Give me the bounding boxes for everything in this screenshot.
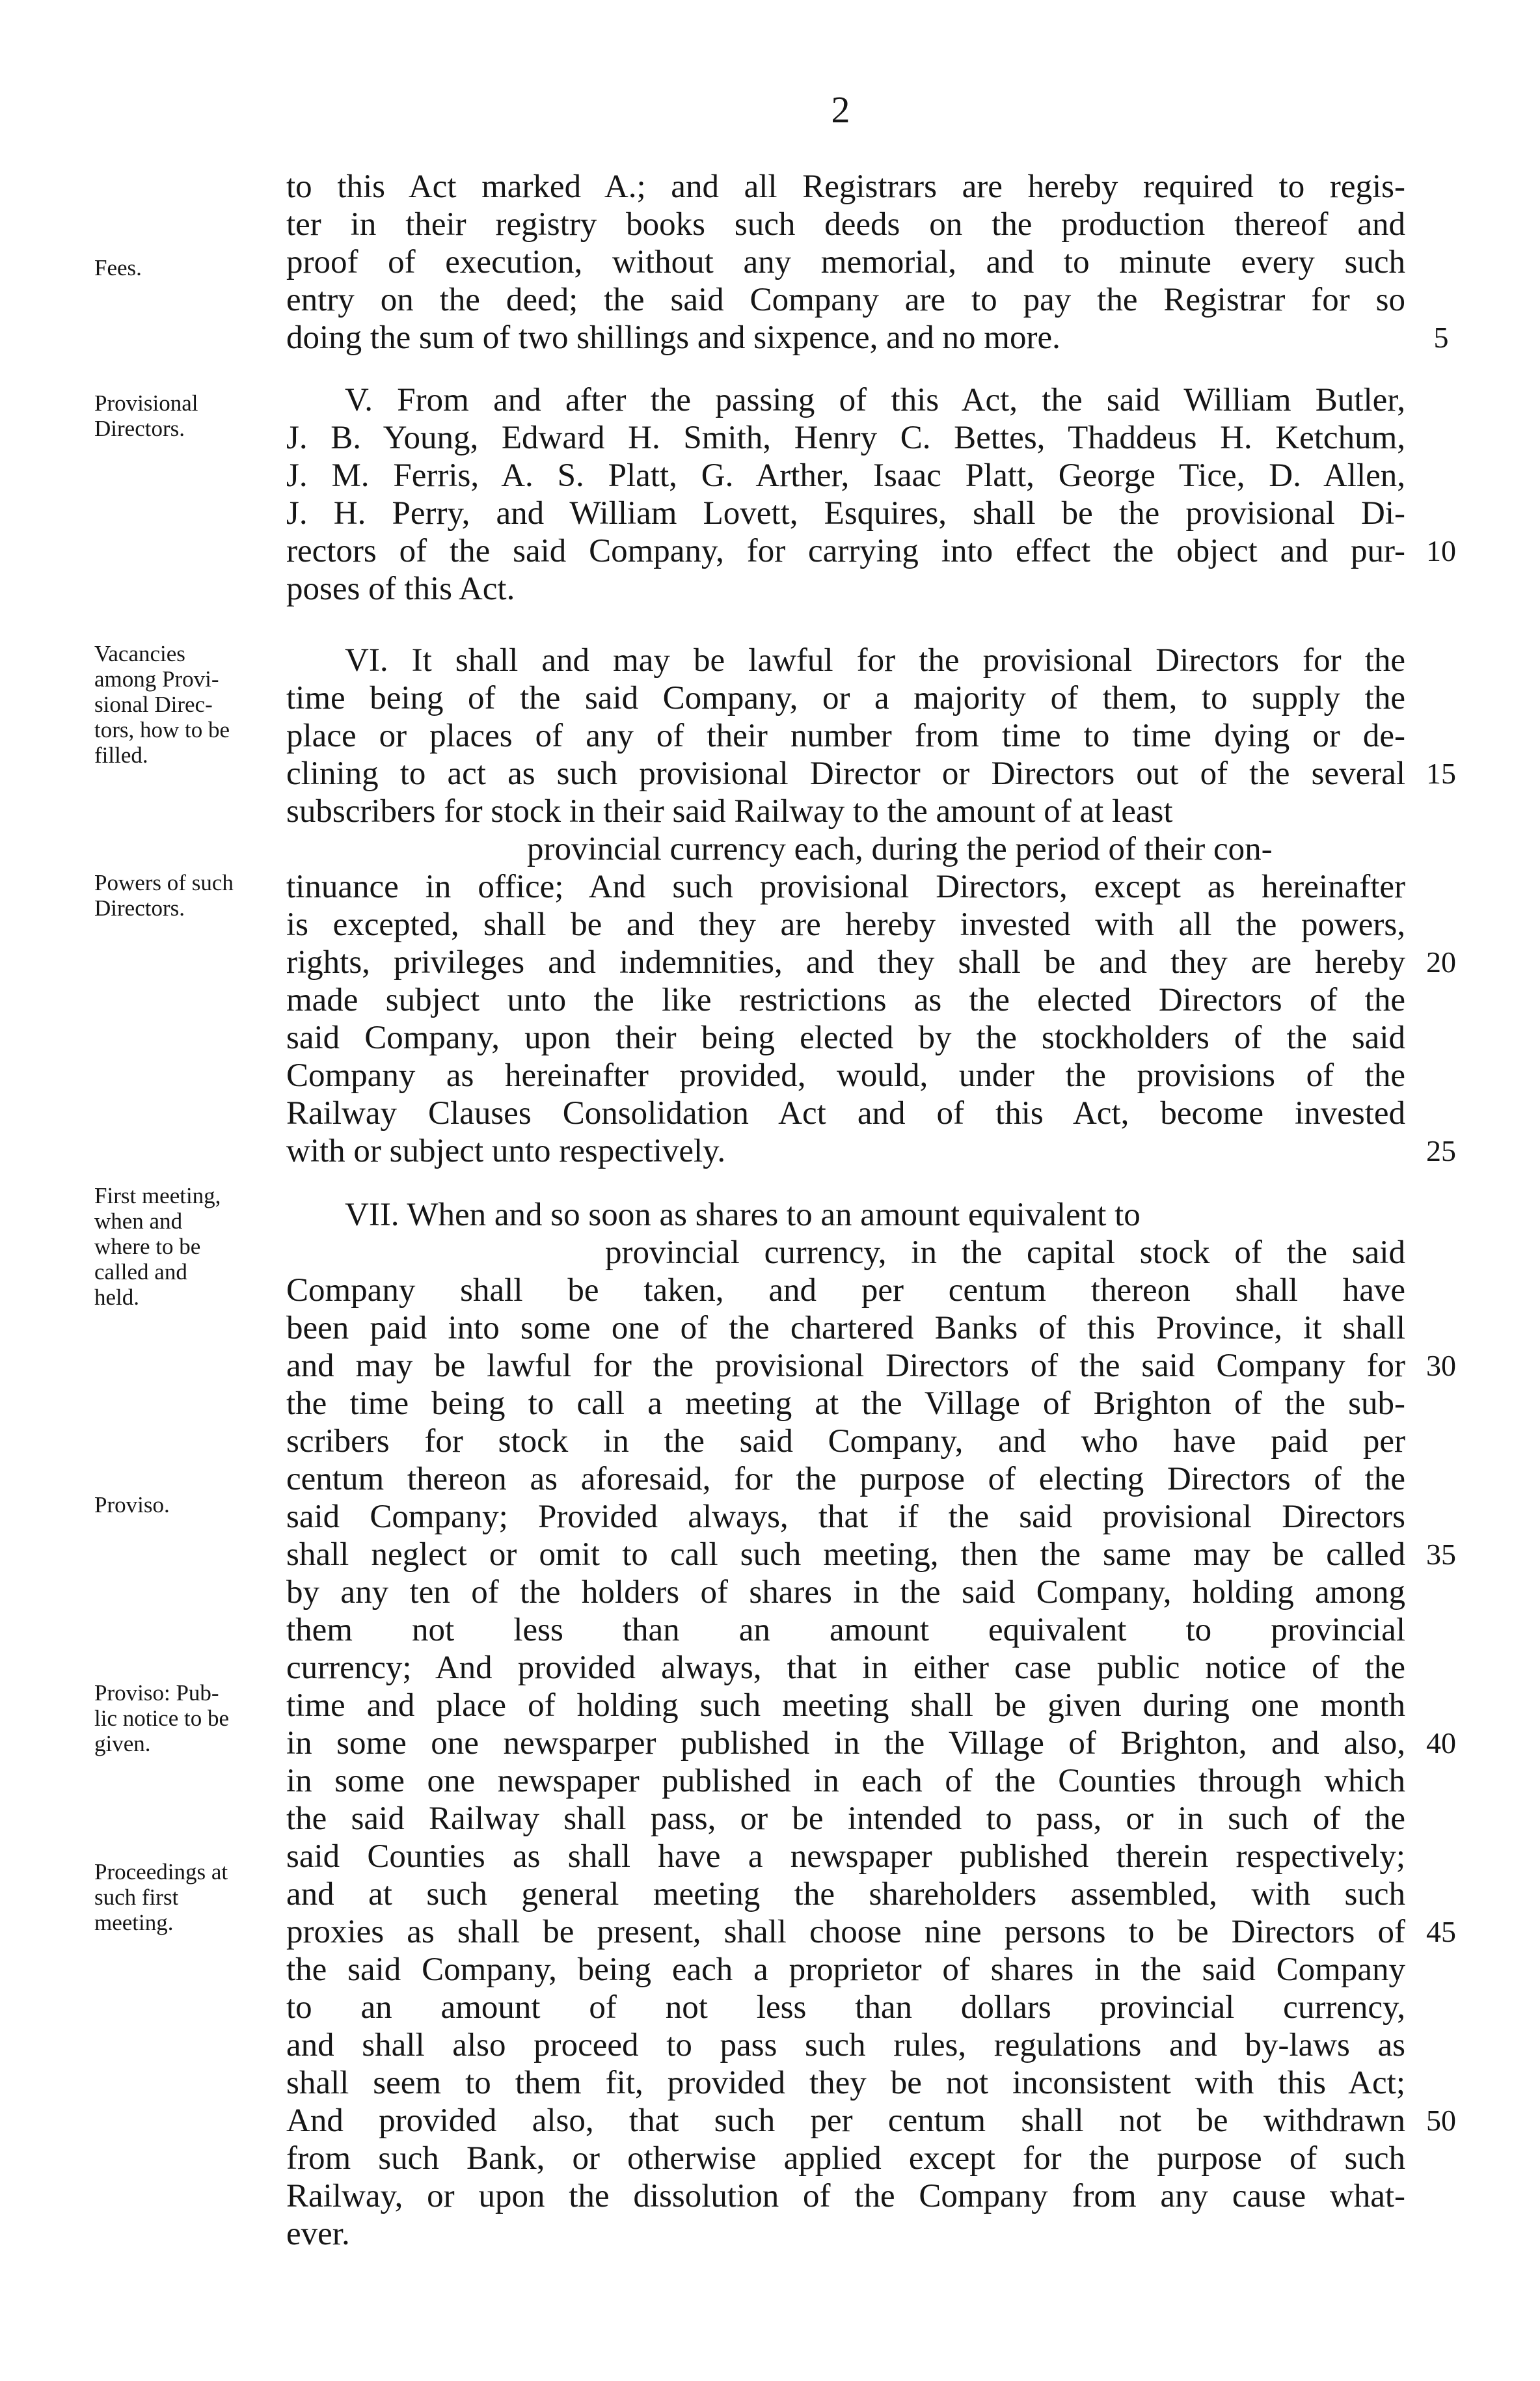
text-line: rights, privileges and indemnities, and they shall be and they are hereby xyxy=(286,944,1405,981)
text-line: them not less than an amount equivalent to provincial xyxy=(286,1612,1405,1648)
margin-note-powers xyxy=(94,870,234,921)
text-line: rectors of the said Company, for carrying into effect the object and pur- xyxy=(286,533,1405,569)
text-line: time and place of holding such meeting shall be given during one month xyxy=(286,1687,1405,1724)
text-line: been paid into some one of the chartered Banks of this Province, it shall xyxy=(286,1310,1405,1346)
text-line: Railway Clauses Consolidation Act and of this Act, become invested xyxy=(286,1095,1405,1132)
text-line: Company as hereinafter provided, would, under the provisions of the xyxy=(286,1057,1405,1094)
margin-note-line: among Provi- xyxy=(94,666,219,692)
text-line: made subject unto the like restrictions as the elected Directors of the xyxy=(286,982,1405,1018)
margin-note-line: filled. xyxy=(94,742,148,768)
margin-note-line: when and xyxy=(94,1208,183,1234)
text-line: shall seem to them fit, provided they be not inconsistent with this Act; xyxy=(286,2065,1405,2101)
margin-note-line: meeting. xyxy=(94,1910,174,1935)
margin-note-line: held. xyxy=(94,1285,140,1310)
text-line: tinuance in office; And such provisional Directors, except as hereinafter xyxy=(286,869,1405,905)
page-number: 2 xyxy=(831,88,850,131)
text-line: in some one newspaper published in each of the Counties through which xyxy=(286,1763,1405,1799)
text-line: Railway, or upon the dissolution of the Company from any cause what- xyxy=(286,2178,1405,2214)
text-line: Company shall be taken, and per centum thereon shall have xyxy=(286,1272,1405,1309)
text-line: centum thereon as aforesaid, for the purpose of electing Directors of the xyxy=(286,1461,1405,1497)
text-line: clining to act as such provisional Director or Directors out of the several xyxy=(286,755,1405,792)
margin-note-line: tors, how to be xyxy=(94,717,230,742)
text-line: and shall also proceed to pass such rules, regulations and by-laws as xyxy=(286,2027,1405,2063)
text-line: proxies as shall be present, shall choose nine persons to be Directors of xyxy=(286,1914,1405,1950)
margin-note-proviso-notice xyxy=(94,1680,229,1756)
text-line: place or places of any of their number from time to time dying or de- xyxy=(286,718,1405,754)
text-line: ever. xyxy=(286,2216,350,2252)
margin-note-line: sional Direc- xyxy=(94,692,213,717)
text-line: J. M. Ferris, A. S. Platt, G. Arther, Isaac Platt, George Tice, D. Allen, xyxy=(286,457,1405,494)
text-line: to this Act marked A.; and all Registrars are hereby required to regis- xyxy=(286,169,1405,205)
line-number: 50 xyxy=(1426,2104,1456,2137)
text-line: doing the sum of two shillings and sixpence, and no more. xyxy=(286,320,1060,356)
line-number: 35 xyxy=(1426,1538,1456,1571)
line-number: 40 xyxy=(1426,1726,1456,1760)
margin-note-line: Proviso: Pub- xyxy=(94,1680,219,1706)
text-line: the said Company, being each a proprietor of shares in the said Company xyxy=(286,1952,1405,1988)
line-number: 20 xyxy=(1426,946,1456,979)
margin-note-line: Provisional xyxy=(94,390,198,416)
text-line: entry on the deed; the said Company are to pay the Registrar for so xyxy=(286,282,1405,318)
margin-note-line: called and xyxy=(94,1259,187,1285)
line-number: 25 xyxy=(1426,1134,1456,1167)
section-v-start: V. From and after the passing of this Act, the said William Butler, xyxy=(345,382,1405,418)
margin-note-provisional-directors xyxy=(94,390,198,441)
margin-note-proviso xyxy=(94,1492,170,1517)
text-line: said Counties as shall have a newspaper published therein respectively; xyxy=(286,1838,1405,1875)
text-line: and at such general meeting the shareholders assembled, with such xyxy=(286,1876,1405,1912)
text-line: proof of execution, without any memorial, and to minute every such xyxy=(286,244,1405,280)
text-line: with or subject unto respectively. xyxy=(286,1133,726,1169)
text-line: to an amount of not less than dollars provincial currency, xyxy=(286,1989,1405,2026)
margin-note-line: Fees. xyxy=(94,255,142,280)
margin-note-line: Powers of such xyxy=(94,870,234,895)
line-number: 45 xyxy=(1426,1915,1456,1948)
text-line: poses of this Act. xyxy=(286,571,515,607)
text-line: shall neglect or omit to call such meeting, then the same may be called xyxy=(286,1536,1405,1573)
margin-note-line: First meeting, xyxy=(94,1183,221,1208)
margin-note-line: Directors. xyxy=(94,416,185,441)
margin-note-line: Proviso. xyxy=(94,1492,170,1517)
text-line: the time being to call a meeting at the Village of Brighton of the sub- xyxy=(286,1385,1405,1422)
text-line: ter in their registry books such deeds on the production thereof and xyxy=(286,206,1405,243)
line-number: 15 xyxy=(1426,757,1456,790)
text-line: said Company; Provided always, that if the said provisional Directors xyxy=(286,1499,1405,1535)
text-line: in some one newsparper published in the Village of Brighton, and also, xyxy=(286,1725,1405,1762)
margin-note-fees xyxy=(94,255,142,280)
text-line: the said Railway shall pass, or be intended to pass, or in such of the xyxy=(286,1801,1405,1837)
text-line: J. H. Perry, and William Lovett, Esquires, shall be the provisional Di- xyxy=(286,495,1405,532)
text-line: provincial currency each, during the period of their con- xyxy=(527,831,1273,867)
section-vi-start: VI. It shall and may be lawful for the provisional Directors for the xyxy=(345,642,1405,679)
line-number: 10 xyxy=(1426,534,1456,567)
text-line: is excepted, shall be and they are hereby invested with all the powers, xyxy=(286,906,1405,943)
margin-note-line: given. xyxy=(94,1731,151,1756)
text-line: by any ten of the holders of shares in the said Company, holding among xyxy=(286,1574,1405,1611)
margin-note-line: Vacancies xyxy=(94,641,185,666)
margin-note-line: Proceedings at xyxy=(94,1859,228,1884)
text-line: scribers for stock in the said Company, and who have paid per xyxy=(286,1423,1405,1460)
text-line: provincial currency, in the capital stock of the said xyxy=(605,1234,1405,1271)
text-line: And provided also, that such per centum shall not be withdrawn xyxy=(286,2102,1405,2139)
margin-note-line: where to be xyxy=(94,1234,201,1259)
margin-note-proceedings xyxy=(94,1859,228,1935)
text-line: currency; And provided always, that in either case public notice of the xyxy=(286,1650,1405,1686)
text-line: from such Bank, or otherwise applied except for the purpose of such xyxy=(286,2140,1405,2177)
margin-note-line: Directors. xyxy=(94,895,185,921)
margin-note-line: such first xyxy=(94,1884,179,1910)
section-vii-start: VII. When and so soon as shares to an amount equivalent to xyxy=(345,1197,1141,1233)
text-line: said Company, upon their being elected by the stockholders of the said xyxy=(286,1020,1405,1056)
line-number: 5 xyxy=(1433,321,1449,354)
text-line: and may be lawful for the provisional Directors of the said Company for xyxy=(286,1348,1405,1384)
text-line: subscribers for stock in their said Railway to the amount of at least xyxy=(286,793,1173,830)
margin-note-first-meeting xyxy=(94,1183,221,1310)
margin-note-vacancies xyxy=(94,641,230,768)
text-line: J. B. Young, Edward H. Smith, Henry C. Bettes, Thaddeus H. Ketchum, xyxy=(286,420,1405,456)
line-number: 30 xyxy=(1426,1349,1456,1382)
text-line: time being of the said Company, or a majority of them, to supply the xyxy=(286,680,1405,716)
margin-note-line: lic notice to be xyxy=(94,1706,230,1731)
